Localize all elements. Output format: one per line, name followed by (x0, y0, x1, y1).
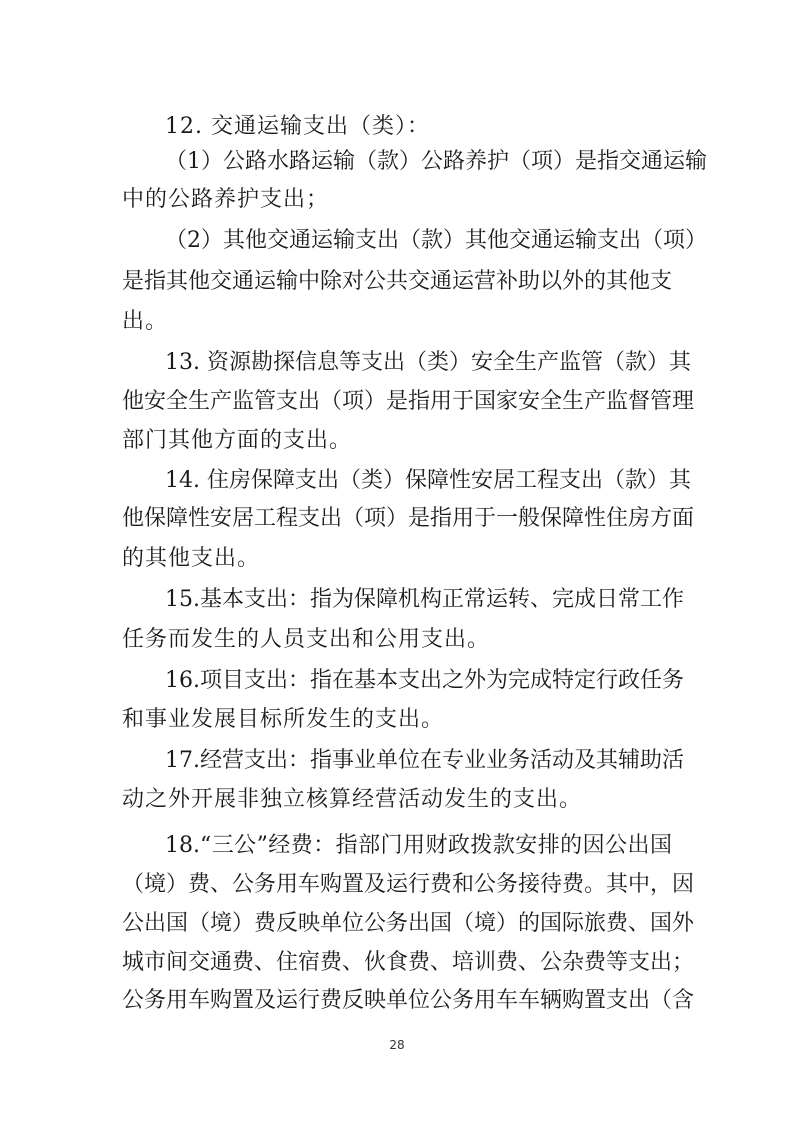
paragraph-18-line: （境）费、公务用车购置及运行费和公务接待费。其中，因 (122, 872, 695, 897)
paragraph-16-line: 和事业发展目标所发生的支出。 (122, 707, 445, 732)
paragraph-12-line: 12. 交通运输支出（类）： (165, 114, 430, 139)
paragraph-12-2-line: 是指其他交通运输中除对公共交通运营补助以外的其他支 (122, 269, 673, 294)
paragraph-13-line: 部门其他方面的支出。 (122, 428, 353, 453)
paragraph-18-line: 18.“三公”经费：指部门用财政拨款安排的因公出国 (165, 833, 672, 858)
paragraph-12-2-line: （2）其他交通运输支出（款）其他交通运输支出（项） (165, 228, 707, 253)
page-number: 28 (389, 1038, 405, 1052)
paragraph-16-line: 16.项目支出：指在基本支出之外为完成特定行政任务 (165, 668, 684, 693)
paragraph-13-line: 13. 资源勘探信息等支出（类）安全生产监管（款）其 (165, 350, 691, 375)
paragraph-14-line: 的其他支出。 (122, 546, 261, 571)
paragraph-12-2-line: 出。 (122, 309, 169, 334)
paragraph-17-line: 17.经营支出：指事业单位在专业业务活动及其辅助活 (165, 748, 684, 773)
paragraph-18-line: 城市间交通费、住宿费、伙食费、培训费、公杂费等支出； (122, 950, 695, 975)
paragraph-12-1-line: （1）公路水路运输（款）公路养护（项）是指交通运输 (165, 149, 707, 174)
paragraph-12-1-line: 中的公路养护支出； (122, 187, 330, 212)
paragraph-13-line: 他安全生产监管支出（项）是指用于国家安全生产监督管理 (122, 389, 695, 414)
paragraph-15-line: 任务而发生的人员支出和公用支出。 (122, 627, 491, 652)
paragraph-14-line: 他保障性安居工程支出（项）是指用于一般保障性住房方面 (122, 506, 695, 531)
paragraph-18-line: 公务用车购置及运行费反映单位公务用车车辆购置支出（含 (122, 988, 695, 1013)
paragraph-15-line: 15.基本支出：指为保障机构正常运转、完成日常工作 (165, 587, 684, 612)
paragraph-17-line: 动之外开展非独立核算经营活动发生的支出。 (122, 787, 583, 812)
paragraph-18-line: 公出国（境）费反映单位公务出国（境）的国际旅费、国外 (122, 911, 695, 936)
paragraph-14-line: 14. 住房保障支出（类）保障性安居工程支出（款）其 (165, 468, 691, 493)
